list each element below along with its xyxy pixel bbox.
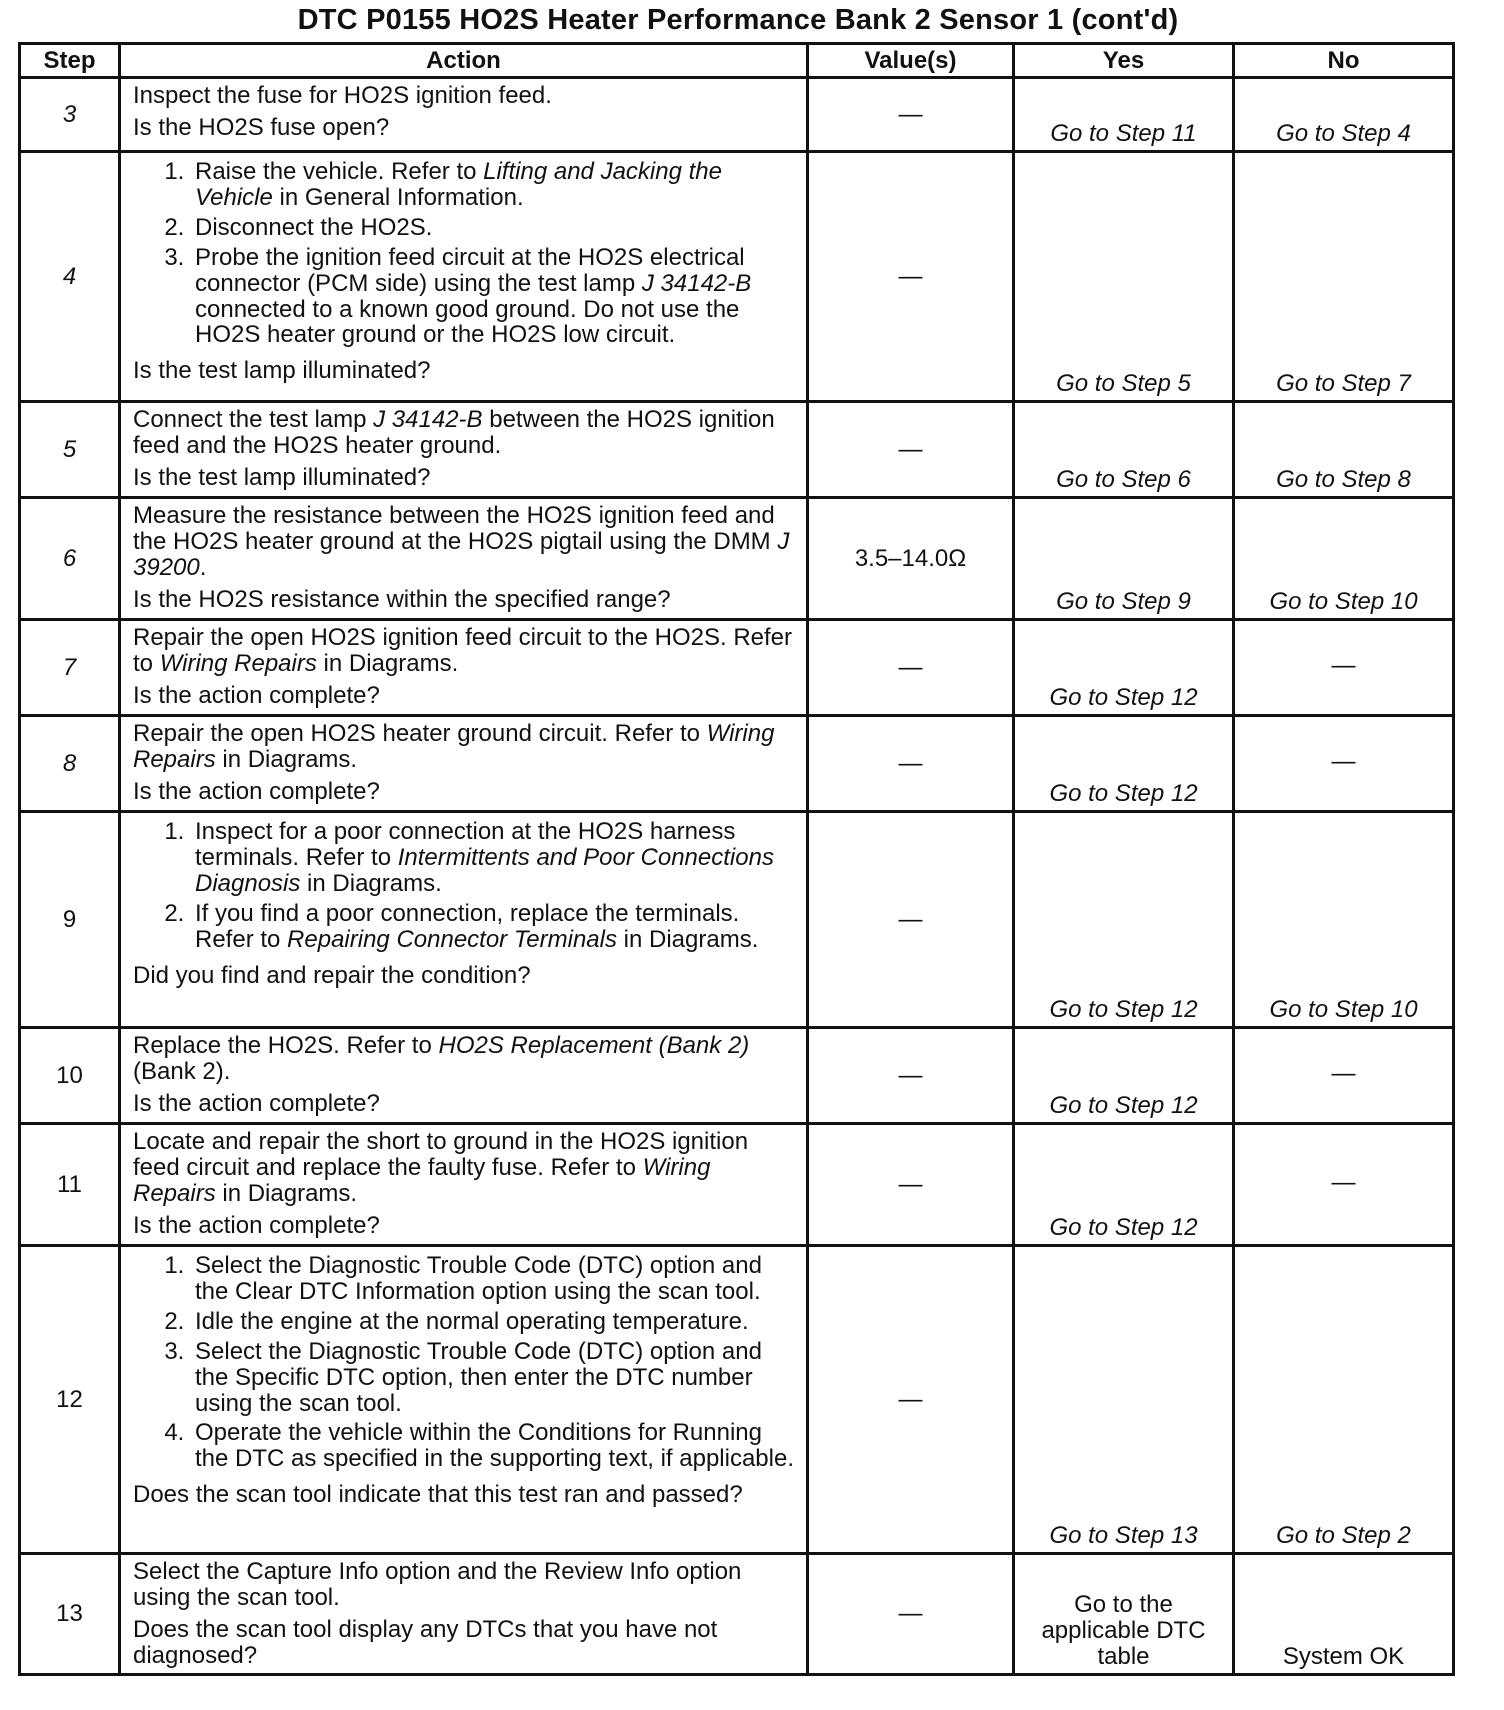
action-text (133, 503, 796, 581)
action-question: Is the HO2S fuse open? (133, 113, 390, 141)
value-cell: — (808, 402, 1014, 498)
action-text (133, 407, 796, 459)
list-item-text: Inspect for a poor connection at the HO2S harness terminals. Refer to (195, 818, 736, 871)
reference-text: Lifting and Jacking the Vehicle (195, 158, 722, 211)
no-cell: Go to Step 10 (1234, 498, 1454, 620)
action-question: Did you find and repair the condition? (133, 961, 531, 989)
action-cell (120, 1246, 808, 1554)
list-item (191, 901, 796, 953)
list-item (191, 1253, 796, 1305)
list-item-text: If you find a poor connection, replace the terminals. Refer to (195, 899, 740, 953)
reference-text: J 39200 (133, 527, 790, 581)
list-item (191, 819, 796, 897)
action-question: Is the action complete? (133, 1211, 380, 1239)
reference-text: J 34142-B (373, 406, 483, 433)
header-yes: Yes (1014, 44, 1234, 78)
list-item-text: Select the Diagnostic Trouble Code (DTC) option and the Specific DTC option, then enter the DTC number using the scan tool. (195, 1337, 762, 1417)
value-cell: — (808, 1124, 1014, 1246)
list-item (191, 159, 796, 211)
no-cell: Go to Step 4 (1234, 78, 1454, 152)
reference-text: Wiring Repairs (159, 649, 317, 677)
header-no: No (1234, 44, 1454, 78)
no-cell: Go to Step 2 (1234, 1246, 1454, 1554)
value-cell: — (808, 716, 1014, 812)
action-question: Is the action complete? (133, 777, 380, 805)
action-cell (120, 620, 808, 716)
action-text-part: in Diagrams. (215, 745, 358, 773)
reference-text: Repairing Connector Terminals (287, 925, 617, 953)
action-text: Inspect the fuse for HO2S ignition feed. (133, 82, 552, 109)
reference-text: HO2S Replacement (Bank 2) (438, 1032, 750, 1059)
reference-text: J 34142-B (641, 269, 752, 297)
table-row (20, 152, 1454, 402)
yes-cell: Go to Step 5 (1014, 152, 1234, 402)
action-text-part: Repair the open HO2S ignition feed circuit to the HO2S. Refer to (133, 624, 793, 677)
action-cell (120, 716, 808, 812)
step-number: 8 (20, 716, 120, 812)
action-question: Is the test lamp illuminated? (133, 357, 431, 385)
step-number: 12 (20, 1246, 120, 1554)
no-cell: System OK (1234, 1554, 1454, 1675)
no-cell: — (1234, 620, 1454, 716)
action-question: Is the test lamp illuminated? (133, 463, 431, 491)
action-text-part: Locate and repair the short to ground in the HO2S ignition feed circuit and replace the faulty fuse. Refer to (133, 1128, 749, 1181)
list-item-text: in Diagrams. (617, 925, 759, 953)
dtc-table (18, 42, 1455, 1676)
reference-text: Intermittents and Poor Connections Diagnosis (195, 843, 774, 897)
action-question: Is the HO2S resistance within the specified range? (133, 585, 671, 613)
step-number: 7 (20, 620, 120, 716)
list-item-text: Raise the vehicle. Refer to (195, 158, 484, 185)
action-text-part: in Diagrams. (215, 1179, 358, 1207)
list-item-text: Operate the vehicle within the Conditions for Running the DTC as specified in the supporting text, if applicable. (195, 1419, 794, 1473)
table-row (20, 1554, 1454, 1675)
list-item-text: in Diagrams. (300, 869, 442, 897)
action-list (133, 819, 796, 957)
action-cell (120, 78, 808, 152)
value-cell: — (808, 78, 1014, 152)
list-item (191, 1309, 796, 1335)
list-item-text: Disconnect the HO2S. (195, 213, 433, 241)
yes-cell: Go to Step 12 (1014, 716, 1234, 812)
action-cell (120, 152, 808, 402)
page-title: DTC P0155 HO2S Heater Performance Bank 2 Sensor 1 (cont'd) (297, 4, 1179, 36)
table-row (20, 1246, 1454, 1554)
action-question: Does the scan tool indicate that this test ran and passed? (133, 1481, 743, 1509)
header-values: Value(s) (808, 44, 1014, 78)
reference-text: Wiring Repairs (133, 1153, 711, 1207)
step-number: 13 (20, 1554, 120, 1675)
list-item (191, 215, 796, 241)
yes-cell: Go to Step 12 (1014, 812, 1234, 1028)
action-text-part: . (199, 553, 207, 581)
yes-cell: Go to Step 12 (1014, 1028, 1234, 1124)
value-cell: — (808, 1246, 1014, 1554)
action-question: Is the action complete? (133, 681, 380, 709)
value-cell: — (808, 1554, 1014, 1675)
action-text-part: Repair the open HO2S heater ground circuit. Refer to (133, 720, 707, 747)
action-cell (120, 402, 808, 498)
value-cell: — (808, 1028, 1014, 1124)
action-question: Is the action complete? (133, 1089, 380, 1117)
step-number: 4 (20, 152, 120, 402)
action-cell (120, 1554, 808, 1675)
table-row (20, 1028, 1454, 1124)
value-cell: — (808, 620, 1014, 716)
list-item-text: in General Information. (272, 183, 524, 211)
yes-cell: Go to Step 12 (1014, 620, 1234, 716)
step-number: 5 (20, 402, 120, 498)
step-number: 11 (20, 1124, 120, 1246)
no-cell: Go to Step 7 (1234, 152, 1454, 402)
action-text-part: Connect the test lamp (133, 406, 374, 433)
action-text (133, 625, 796, 677)
action-list (133, 1253, 796, 1476)
table-row (20, 620, 1454, 716)
list-item (191, 245, 796, 349)
action-list (133, 159, 796, 352)
action-text (133, 1033, 796, 1085)
header-action: Action (120, 44, 808, 78)
list-item-text: Select the Diagnostic Trouble Code (DTC) option and the Clear DTC Information option using the scan tool. (195, 1252, 762, 1305)
list-item-text: Probe the ignition feed circuit at the HO2S electrical connector (PCM side) using the test lamp (195, 243, 745, 297)
action-text (133, 721, 796, 773)
step-number: 9 (20, 812, 120, 1028)
table-row (20, 812, 1454, 1028)
action-cell (120, 498, 808, 620)
list-item (191, 1339, 796, 1417)
action-text-part: Measure the resistance between the HO2S ignition feed and the HO2S heater ground at the HO2S pigtail using the DMM (133, 502, 778, 555)
yes-cell: Go to Step 12 (1014, 1124, 1234, 1246)
header-step: Step (20, 44, 120, 78)
no-cell: — (1234, 1124, 1454, 1246)
action-text-part: between the HO2S ignition feed and the HO2S heater ground. (133, 406, 775, 459)
action-question: Does the scan tool display any DTCs that you have not diagnosed? (133, 1615, 718, 1669)
table-row (20, 498, 1454, 620)
value-cell: — (808, 152, 1014, 402)
value-cell: 3.5–14.0Ω (808, 498, 1014, 620)
action-text: Select the Capture Info option and the Review Info option using the scan tool. (133, 1558, 742, 1611)
no-cell: — (1234, 1028, 1454, 1124)
action-cell (120, 1028, 808, 1124)
action-cell (120, 812, 808, 1028)
value-cell: — (808, 812, 1014, 1028)
yes-cell: Go to Step 13 (1014, 1246, 1234, 1554)
table-row (20, 78, 1454, 152)
table-header-row (20, 44, 1454, 78)
action-text-part: (Bank 2). (133, 1057, 231, 1085)
list-item (191, 1420, 796, 1472)
table-row (20, 1124, 1454, 1246)
list-item-text: connected to a known good ground. Do not use the HO2S heater ground or the HO2S low circuit. (195, 295, 740, 349)
action-text-part: Replace the HO2S. Refer to (133, 1032, 439, 1059)
no-cell: — (1234, 716, 1454, 812)
step-number: 10 (20, 1028, 120, 1124)
step-number: 3 (20, 78, 120, 152)
yes-cell: Go to Step 6 (1014, 402, 1234, 498)
action-cell (120, 1124, 808, 1246)
no-cell: Go to Step 10 (1234, 812, 1454, 1028)
list-item-text: Idle the engine at the normal operating temperature. (195, 1307, 749, 1335)
table-row (20, 402, 1454, 498)
table-row (20, 716, 1454, 812)
action-text (133, 1129, 796, 1207)
step-number: 6 (20, 498, 120, 620)
reference-text: Wiring Repairs (133, 720, 775, 773)
yes-cell: Go to the applicable DTC table (1014, 1554, 1234, 1675)
no-cell: Go to Step 8 (1234, 402, 1454, 498)
yes-cell: Go to Step 9 (1014, 498, 1234, 620)
yes-cell: Go to Step 11 (1014, 78, 1234, 152)
action-text-part: in Diagrams. (316, 649, 459, 677)
